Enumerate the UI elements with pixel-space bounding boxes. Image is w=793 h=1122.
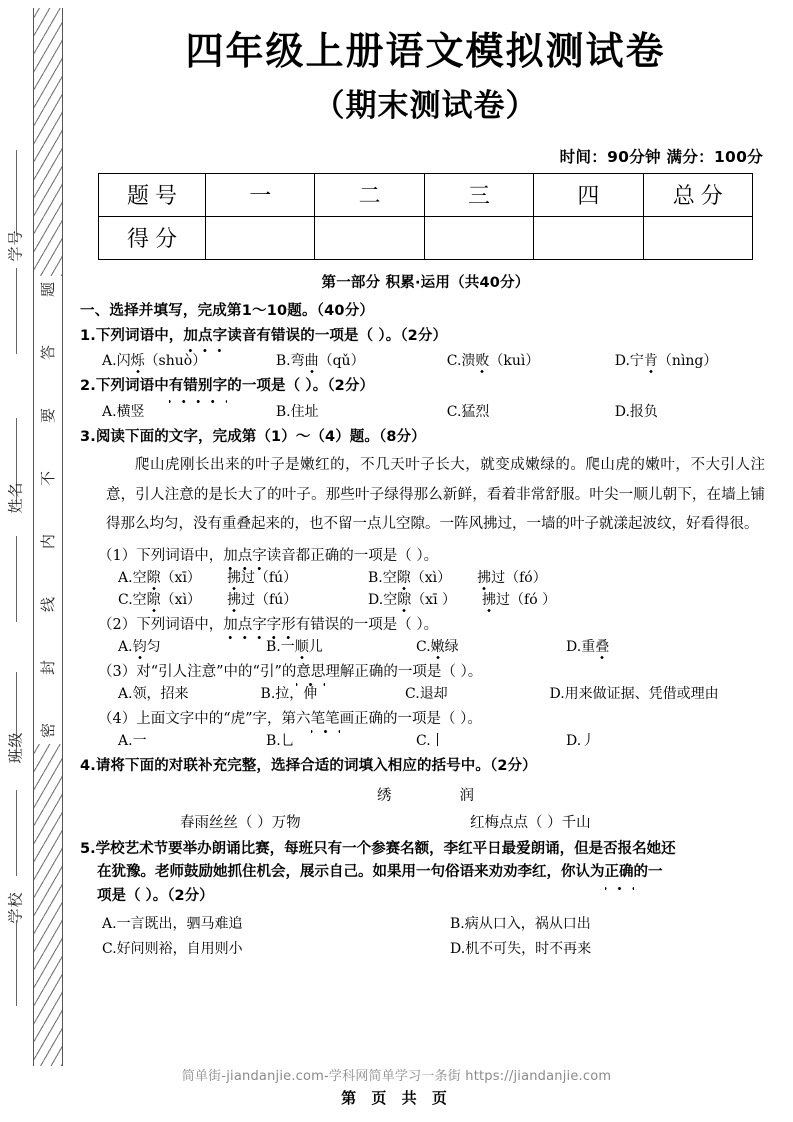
option-d-word2 [482, 589, 556, 609]
hatch-pattern-top [34, 8, 62, 276]
option-d-pre: 宁 [629, 353, 644, 370]
question-2-options [80, 401, 771, 421]
option-a-pre: 闪 [116, 353, 131, 370]
score-table-col-4: 四 [534, 173, 643, 216]
option-a-label: A. [118, 686, 133, 703]
score-table-col-total: 总分 [643, 173, 752, 216]
student-field-class [0, 731, 33, 764]
option-c[interactable] [447, 350, 615, 370]
question-2-stem [80, 376, 771, 398]
exam-sheet [72, 0, 793, 1122]
student-field-class-label: 班级 [6, 731, 25, 764]
score-table-col-1: 一 [206, 173, 315, 216]
option-c[interactable] [102, 938, 450, 958]
option-c-post: （kuì） [489, 353, 540, 370]
option-c-label: C. [416, 733, 431, 750]
option-d-text: 丿 [581, 733, 596, 750]
option-d-emphasis: 叠 [595, 636, 609, 656]
option-d[interactable] [615, 401, 771, 421]
option-a-w2-post: 过（fú） [240, 570, 298, 587]
option-b-label: B. [275, 353, 291, 370]
option-b-text: 拉，伸 [275, 686, 318, 703]
option-b[interactable] [368, 567, 618, 587]
option-b-text: 乚 [280, 733, 295, 750]
option-c-text: 猛烈 [461, 404, 490, 421]
option-c-w1-post: （xì） [160, 592, 202, 609]
seal-line-margin [0, 0, 72, 1122]
option-a-post: 匀 [146, 639, 161, 656]
option-b-pre: 弯 [290, 353, 305, 370]
option-b-text: 住址 [290, 404, 319, 421]
q3-1-pre: 下列词语中， [136, 548, 224, 565]
question-3-3-stem [80, 660, 771, 681]
q3-4-pre: 上面文字中的“虎”字，第六 [136, 711, 311, 728]
option-c-label: C. [446, 404, 462, 421]
q3-4-num: （4） [98, 711, 137, 728]
option-b-w2-post: 过（fó） [491, 570, 547, 587]
option-d-text: 机不可失，时不再来 [465, 941, 592, 958]
option-c-text: 好问则裕，自用则小 [116, 941, 243, 958]
option-d-w1-pre: 空 [383, 592, 398, 609]
footer-page-number: 第 页 共 页 [341, 1089, 452, 1107]
q1-stem-emphasis: 加点字 [183, 326, 227, 348]
option-d-w1-post: （xī ） [411, 592, 457, 609]
seal-char: 密 [39, 722, 58, 739]
q5-num: 5. [80, 840, 96, 857]
q5-emphasis: 正确 [605, 861, 634, 884]
q5-line-1: 学校艺术节要举办朗诵比赛，每班只有一个参赛名额，李红平日最爱朗诵，但是否报名她还 [95, 840, 676, 857]
write-rule [16, 268, 17, 354]
student-field-id-label: 学号 [6, 229, 25, 262]
q5-line-2-post: 的一 [633, 864, 663, 881]
exam-meta: 时间：90分钟 满分：100分 [559, 147, 763, 166]
seal-char: 内 [39, 533, 58, 550]
option-b-label: B. [368, 570, 383, 587]
question-3-2-stem [80, 613, 771, 634]
q3-4-emphasis: 笔笔 [311, 707, 340, 728]
option-d-w1-emphasis: 隙 [397, 589, 411, 609]
option-a-text: 一 [132, 733, 147, 750]
q3-1-emphasis: 加点字 [223, 544, 267, 565]
page-title: 四年级上册语文模拟测试卷 [185, 29, 666, 73]
option-a-label: A. [118, 570, 133, 587]
student-field-name [0, 481, 33, 514]
q1-num: 1. [80, 327, 96, 344]
option-a[interactable] [118, 636, 266, 656]
option-a-emphasis: 钧 [133, 636, 147, 656]
seal-char: 封 [39, 659, 58, 676]
option-d-post: （nìng） [657, 353, 718, 370]
q1-stem-post: 读音有错误的一项是（ ）。（2分） [227, 327, 448, 344]
q2-stem-post: 的一项是（ ）。（2分） [227, 378, 375, 395]
q1-stem-pre: 下列词语中， [95, 327, 184, 344]
option-a-label: A. [118, 639, 133, 656]
option-c-post: 绿 [444, 639, 459, 656]
option-c-w1-pre: 空 [132, 592, 147, 609]
option-d-label: D. [549, 686, 565, 703]
q5-line-3: 项是（ ）。（2分） [97, 887, 214, 904]
seal-char: 要 [39, 407, 58, 424]
word-bank-item-2[interactable]: 润 [459, 787, 474, 804]
q3-3-emphasis: 意思 [296, 660, 325, 681]
option-d[interactable] [615, 350, 771, 370]
option-b-post: 儿 [308, 639, 323, 656]
option-a-word2 [227, 567, 297, 587]
option-a-label: A. [102, 404, 117, 421]
option-b-label: B. [260, 686, 276, 703]
score-cell-4[interactable] [534, 216, 643, 259]
option-b-w1-emphasis: 隙 [397, 567, 411, 587]
option-b-label: B. [450, 916, 465, 933]
q3-3-post: 理解正确的一项是（ ）。 [325, 664, 483, 681]
table-row [99, 173, 753, 216]
option-d[interactable] [566, 730, 746, 750]
option-a-w1-pre: 空 [132, 570, 147, 587]
question-5-options-row-2 [80, 938, 771, 958]
option-b-label: B. [275, 404, 291, 421]
option-a-w1-emphasis: 隙 [147, 567, 161, 587]
option-c-label: C. [118, 592, 133, 609]
question-4-word-bank [80, 784, 771, 805]
option-a[interactable] [118, 683, 261, 703]
option-d-emphasis: 肯 [644, 350, 658, 370]
option-d-label: D. [614, 404, 630, 421]
score-table-row-header: 得分 [99, 216, 206, 259]
q5-line-2 [80, 861, 767, 884]
option-d-text: 报负 [629, 404, 658, 421]
q2-stem-pre: 下列词语中 [95, 378, 169, 395]
hatch-pattern-bottom [34, 744, 62, 1066]
q3-2-post: 有错误的一项是（ ）。 [295, 617, 439, 634]
option-c-emphasis: 嫩 [431, 636, 445, 656]
question-4-stem [80, 756, 771, 778]
option-c[interactable] [118, 589, 368, 609]
option-c-text: 退却 [419, 686, 448, 703]
option-a-text: 领，招来 [132, 686, 189, 703]
option-d-pre: 重 [581, 639, 596, 656]
option-b-label: B. [266, 639, 281, 656]
score-cell-total[interactable] [643, 216, 752, 259]
option-b-emphasis: 顺 [295, 636, 309, 656]
option-b-emphasis: 曲 [305, 350, 319, 370]
question-3-4-stem [80, 707, 771, 728]
question-4-couplet [80, 811, 771, 832]
option-c-w1-emphasis: 隙 [147, 589, 161, 609]
option-c[interactable] [447, 401, 615, 421]
write-rule [16, 536, 17, 622]
option-b-pre: 一 [280, 639, 295, 656]
option-c-pre: 溃 [461, 353, 476, 370]
option-c-label: C. [446, 353, 462, 370]
q3-num: 3. [80, 429, 96, 446]
option-d[interactable] [368, 589, 618, 609]
reading-passage [80, 451, 771, 540]
section-one-heading: 一、选择并填写，完成第1～10题。（40分） [80, 302, 375, 319]
option-b-post: （qǔ） [318, 353, 365, 370]
option-d-label: D. [566, 733, 582, 750]
option-b-text: 病从口入，祸从口出 [464, 916, 591, 933]
couplet-line-2[interactable]: 红梅点点（ ）千山 [470, 814, 591, 831]
option-b-w1-post: （xì） [410, 570, 452, 587]
question-3-1-options-row-1 [80, 567, 771, 587]
q3-3-pre: 对“引人注意”中的“引”的 [136, 664, 297, 681]
option-c-emphasis: 败 [475, 350, 489, 370]
word-bank-item-1[interactable]: 绣 [377, 787, 392, 804]
q4-stem-text: 请将下面的对联补充完整，选择合适的词填入相应的括号中。（2分） [95, 758, 537, 775]
option-c-w2-post: 过（fú） [241, 592, 298, 609]
option-a[interactable] [102, 913, 450, 933]
option-a-text: 一言既出，驷马难追 [116, 916, 243, 933]
option-b-w1-pre: 空 [382, 570, 397, 587]
seal-char: 不 [39, 470, 58, 487]
option-a-text: 横竖 [116, 404, 145, 421]
q2-num: 2. [80, 378, 96, 395]
option-c-word2 [227, 589, 297, 609]
option-a-w1-post: （xī） [160, 570, 201, 587]
q3-2-num: （2） [98, 617, 137, 634]
q3-1-post: 读音都正确的一项是（ ）。 [266, 548, 439, 565]
option-c-label: C. [416, 639, 431, 656]
seal-char: 答 [39, 344, 58, 361]
write-rule [16, 790, 17, 876]
score-table-row-header: 题号 [99, 173, 206, 216]
q3-3-num: （3） [98, 664, 137, 681]
q3-2-pre: 下列词语中， [136, 617, 224, 634]
question-3-2-options [80, 636, 771, 656]
option-b-w2-emphasis: 拂 [477, 567, 491, 587]
option-b[interactable] [450, 913, 591, 933]
question-3-stem [80, 427, 771, 449]
q5-line-2-pre: 在犹豫。老师鼓励她抓住机会，展示自己。如果用一句俗语来劝劝李红，你认为 [97, 864, 605, 881]
question-3-3-options [80, 683, 771, 703]
seal-char: 题 [39, 281, 58, 298]
seal-char: 线 [39, 596, 58, 613]
question-3-1-stem [80, 544, 771, 565]
question-1-stem [80, 326, 771, 348]
seal-line-text [34, 276, 63, 744]
option-a[interactable] [102, 350, 276, 370]
q3-stem-text: 阅读下面的文字，完成第（1）～（4）题。（8分） [95, 429, 426, 446]
question-1-options [80, 350, 771, 370]
option-b[interactable] [261, 683, 405, 703]
option-c-text: 丨 [430, 733, 445, 750]
option-a-label: A. [102, 353, 117, 370]
score-table-col-2: 二 [315, 173, 424, 216]
option-a-label: A. [118, 733, 133, 750]
passage-text: 爬山虎刚长出来的叶子是嫩红的，不几天叶子长大，就变成嫩绿的。爬山虎的嫩叶，不大引人注意，引人注意的是长大了的叶子。那些叶子绿得那么新鲜，看着非常舒服。叶尖一顺儿朝下，在墙上铺得那么均匀，没有重叠起来的，也不留一点儿空隙。一阵风拂过，一墙的叶子就漾起波纹，好看得很。 [106, 456, 765, 533]
option-a-post: （shuò） [144, 353, 207, 370]
option-b[interactable] [266, 730, 416, 750]
option-d-label: D. [368, 592, 384, 609]
q3-4-post: 画正确的一项是（ ）。 [339, 711, 482, 728]
footer-source: 简单街-jiandanjie.com-学科网简单学习一条街 https://jiandanjie.com [181, 1069, 612, 1084]
option-d-text: 用来做证据、凭借或理由 [564, 686, 719, 703]
option-c-label: C. [102, 941, 117, 958]
score-cell-2[interactable] [315, 216, 424, 259]
option-a[interactable] [118, 567, 368, 587]
part-one-header: 第一部分 积累·运用（共40分） [321, 274, 530, 291]
student-field-school [0, 891, 33, 924]
option-b[interactable] [266, 636, 416, 656]
option-d-w2-post: 过（fó ） [496, 592, 557, 609]
option-b-word2 [477, 567, 547, 587]
option-d-label: D. [614, 353, 630, 370]
option-d[interactable] [450, 938, 591, 958]
question-5-stem [80, 838, 771, 908]
write-rule [16, 150, 17, 236]
student-info-column [0, 0, 33, 1122]
option-b[interactable] [276, 401, 447, 421]
page-subtitle: （期末测试卷） [313, 87, 538, 124]
q3-1-num: （1） [98, 548, 137, 565]
student-field-name-label: 姓名 [6, 481, 25, 514]
score-table-col-3: 三 [424, 173, 533, 216]
option-c-label: C. [405, 686, 420, 703]
option-a[interactable] [102, 401, 276, 421]
option-c[interactable] [416, 730, 566, 750]
seal-line-strip [33, 8, 63, 1066]
write-rule [16, 920, 17, 1006]
option-c[interactable] [405, 683, 549, 703]
option-d-label: D. [566, 639, 582, 656]
option-a-emphasis: 烁 [131, 350, 145, 370]
option-b-label: B. [266, 733, 281, 750]
q2-stem-emphasis: 有错别字 [169, 376, 227, 398]
score-cell-3[interactable] [424, 216, 533, 259]
question-3-1-options-row-2 [80, 589, 771, 609]
option-c-w2-emphasis: 拂 [227, 589, 241, 609]
option-d-label: D. [450, 941, 466, 958]
option-a[interactable] [118, 730, 266, 750]
q4-num: 4. [80, 758, 96, 775]
option-d-w2-emphasis: 拂 [482, 589, 496, 609]
option-a-label: A. [102, 916, 117, 933]
option-b[interactable] [276, 350, 447, 370]
question-5-options-row-1 [80, 913, 771, 933]
student-field-id [0, 229, 33, 262]
option-a-w2-emphasis: 拂 [227, 567, 241, 587]
couplet-line-1[interactable]: 春雨丝丝（ ）万物 [180, 814, 301, 831]
option-d[interactable] [549, 683, 771, 703]
score-table [98, 173, 753, 260]
question-3-4-options [80, 730, 771, 750]
table-row [99, 216, 753, 259]
score-cell-1[interactable] [206, 216, 315, 259]
option-d[interactable] [566, 636, 746, 656]
student-field-school-label: 学校 [6, 891, 25, 924]
q3-2-emphasis: 加点字字形 [223, 613, 296, 634]
option-c[interactable] [416, 636, 566, 656]
